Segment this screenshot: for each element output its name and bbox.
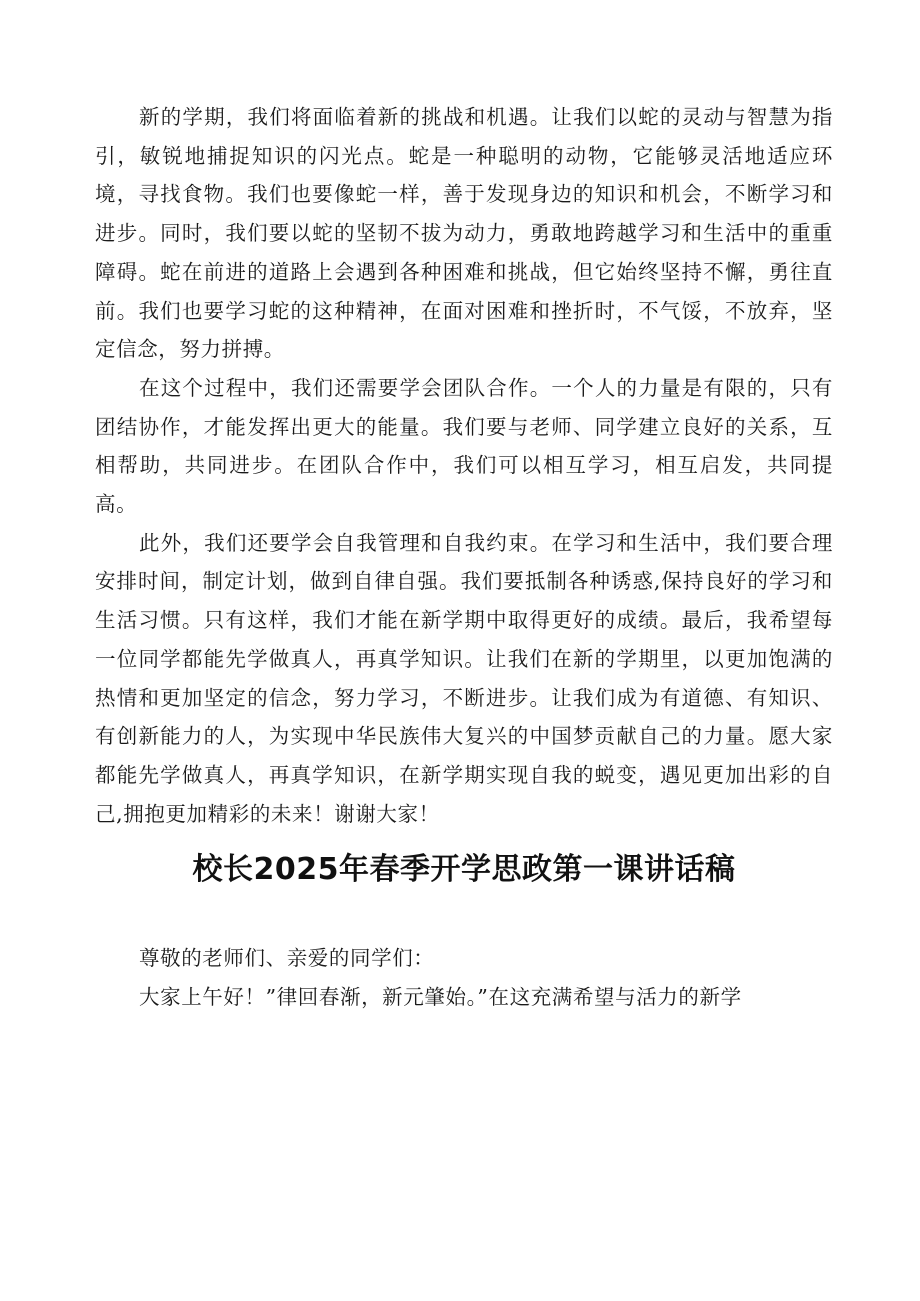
paragraph-snake-spirit: 新的学期，我们将面临着新的挑战和机遇。让我们以蛇的灵动与智慧为指引，敏锐地捕捉知识的闪光点。蛇是一种聪明的动物，它能够灵活地适应环境，寻找食物。我们也要像蛇一样，善于发现身边的知识和机会，不断学习和进步。同时，我们要以蛇的坚韧不拔为动力，勇敢地跨越学习和生活中的重重障碍。蛇在前进的道路上会遇到各种困难和挑战，但它始终坚持不懈，勇往直前。我们也要学习蛇的这种精神，在面对困难和挫折时，不气馁，不放弃，坚定信念，努力拼搏。 xyxy=(95,105,833,362)
speech-title: 校长2025年春季开学思政第一课讲话稿 xyxy=(192,852,736,888)
paragraph-self-management: 此外，我们还要学会自我管理和自我约束。在学习和生活中，我们要合理安排时间，制定计划，做到自律自强。我们要抵制各种诱惑,保持良好的学习和生活习惯。只有这样，我们才能在新学期中取得更好的成绩。最后，我希望每一位同学都能先学做真人，再真学知识。让我们在新的学期里，以更加饱满的热情和更加坚定的信念，努力学习，不断进步。让我们成为有道德、有知识、有创新能力的人，为实现中华民族伟大复兴的中国梦贡献自己的力量。愿大家都能先学做真人，再真学知识，在新学期实现自我的蜕变，遇见更加出彩的自己,拥抱更加精彩的未来！谢谢大家！ xyxy=(95,530,833,826)
document-page xyxy=(95,98,833,1017)
opening-line: 大家上午好！”律回春渐，新元肇始。”在这充满希望与活力的新学 xyxy=(139,985,742,1010)
salutation: 尊敬的老师们、亲爱的同学们： xyxy=(139,946,435,971)
paragraph-teamwork: 在这个过程中，我们还需要学会团队合作。一个人的力量是有限的，只有团结协作，才能发挥出更大的能量。我们要与老师、同学建立良好的关系，互相帮助，共同进步。在团队合作中，我们可以相互学习，相互启发，共同提高。 xyxy=(95,375,833,517)
